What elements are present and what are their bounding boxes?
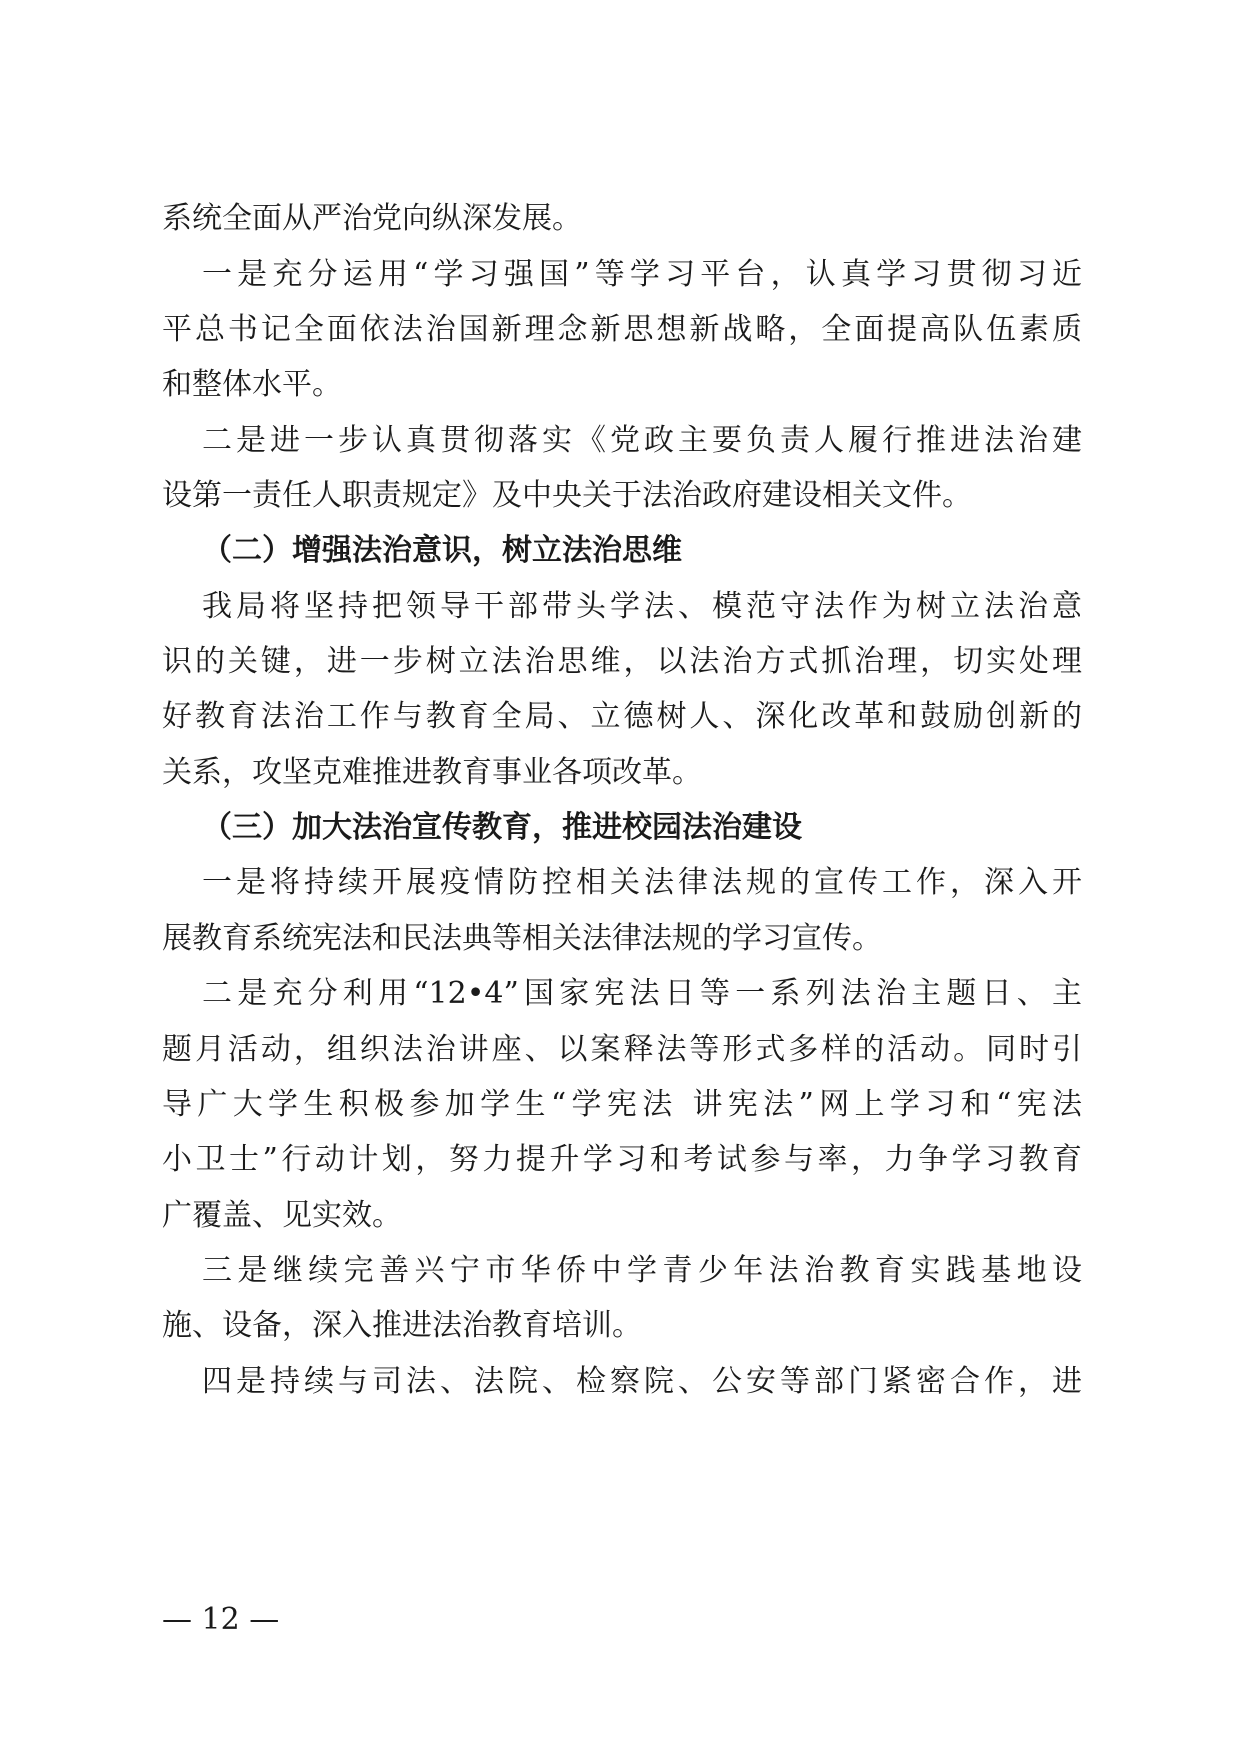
paragraph-line: 导广大学生积极参加学生“学宪法 讲宪法”网上学习和“宪法: [162, 1087, 1082, 1122]
paragraph-line: 广覆盖、见实效。: [162, 1198, 402, 1233]
paragraph-line: 二是进一步认真贯彻落实《党政主要负责人履行推进法治建: [202, 423, 1082, 458]
paragraph-line: 我局将坚持把领导干部带头学法、模范守法作为树立法治意: [202, 589, 1082, 624]
paragraph-line: 题月活动，组织法治讲座、以案释法等形式多样的活动。同时引: [162, 1032, 1082, 1067]
page-number: — 12 —: [162, 1602, 280, 1637]
paragraph-line: 施、设备，深入推进法治教育培训。: [162, 1308, 642, 1343]
paragraph-line: 好教育法治工作与教育全局、立德树人、深化改革和鼓励创新的: [162, 699, 1082, 734]
section-heading: （二）增强法治意识，树立法治思维: [202, 533, 682, 568]
paragraph-line: 一是将持续开展疫情防控相关法律法规的宣传工作，深入开: [202, 865, 1082, 900]
paragraph-line: 识的关键，进一步树立法治思维，以法治方式抓治理，切实处理: [162, 644, 1082, 679]
paragraph-line: 小卫士”行动计划，努力提升学习和考试参与率，力争学习教育: [162, 1142, 1082, 1177]
paragraph-line: 四是持续与司法、法院、检察院、公安等部门紧密合作，进: [202, 1364, 1082, 1399]
section-heading: （三）加大法治宣传教育，推进校园法治建设: [202, 810, 802, 845]
paragraph-line: 关系，攻坚克难推进教育事业各项改革。: [162, 755, 702, 790]
paragraph-line: 设第一责任人职责规定》及中央关于法治政府建设相关文件。: [162, 478, 972, 513]
paragraph-line: 平总书记全面依法治国新理念新思想新战略，全面提高队伍素质: [162, 312, 1082, 347]
paragraph-line: 一是充分运用“学习强国”等学习平台，认真学习贯彻习近: [202, 257, 1082, 292]
paragraph-line: 系统全面从严治党向纵深发展。: [162, 201, 582, 236]
paragraph-line: 展教育系统宪法和民法典等相关法律法规的学习宣传。: [162, 921, 882, 956]
paragraph-line: 和整体水平。: [162, 367, 342, 402]
paragraph-line: 二是充分利用“12•4”国家宪法日等一系列法治主题日、主: [202, 976, 1082, 1011]
paragraph-line: 三是继续完善兴宁市华侨中学青少年法治教育实践基地设: [202, 1253, 1082, 1288]
